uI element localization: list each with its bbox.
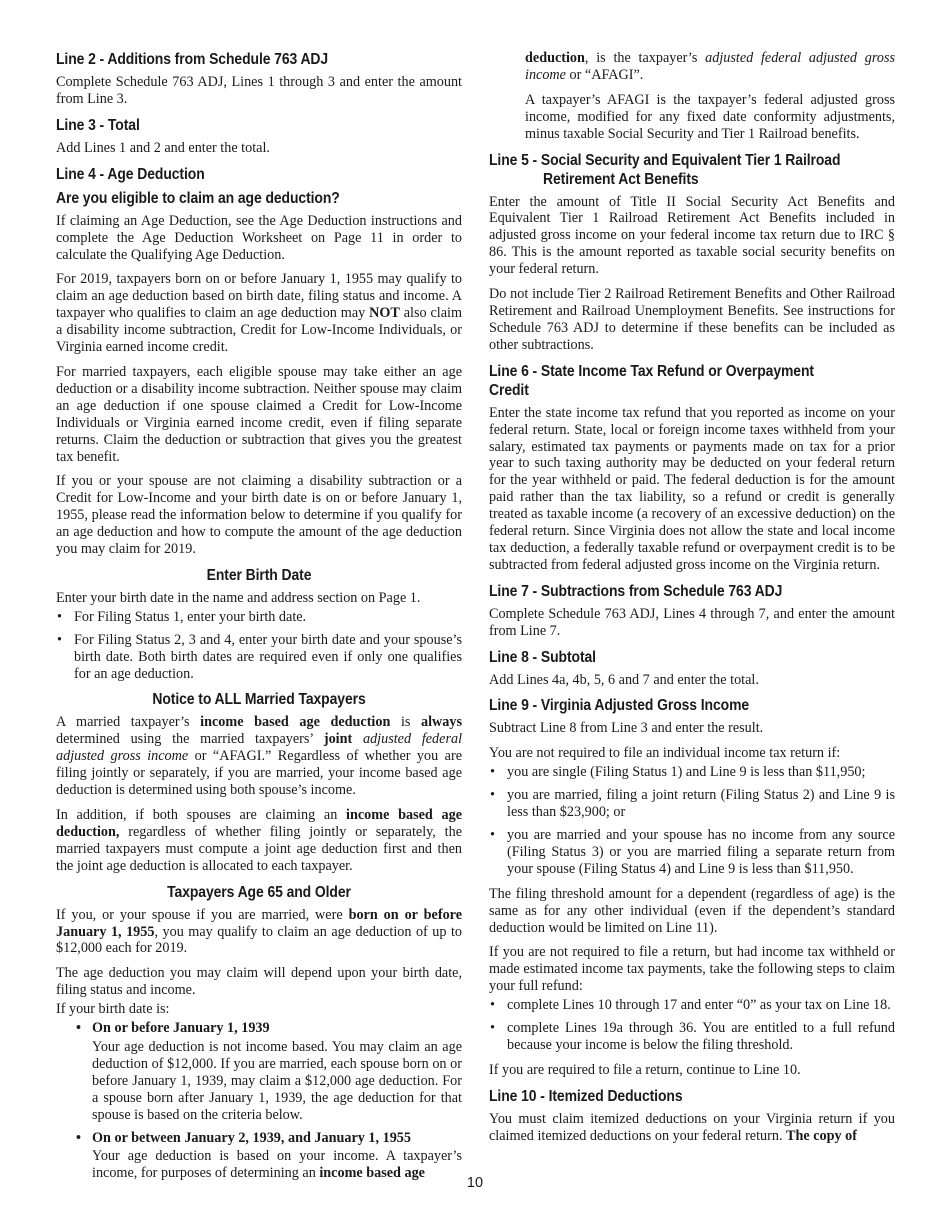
- line5-paragraph-1: Enter the amount of Title II Social Security Act Benefits and Equivalent Tier 1 Railroad Retirement Act Benefits included in adjusted gross income on your federal income tax return due to IRC § 86. This is the amount reported as taxable social security benefits on your federal return.: [489, 193, 895, 278]
- line9-paragraph-1: Subtract Line 8 from Line 3 and enter the result.: [489, 720, 764, 737]
- line10-heading: Line 10 - Itemized Deductions: [489, 1087, 683, 1105]
- age-eligibility-heading: Are you eligible to claim an age deduction?: [56, 189, 340, 207]
- list-item: • complete Lines 10 through 17 and enter “0” as your tax on Line 18.: [489, 997, 895, 1014]
- list-item: • On or between January 2, 1939, and January 1, 1955 Your age deduction is based on your income. A taxpayer’s income, for purposes of determining an income based age: [76, 1130, 462, 1183]
- line2-text: Complete Schedule 763 ADJ, Lines 1 through 3 and enter the amount from Line 3.: [56, 74, 462, 107]
- line5-heading: Line 5 - Social Security and Equivalent Tier 1 Railroad Retirement Act Benefits: [489, 151, 841, 188]
- birth-date-criteria-list: [56, 1020, 462, 1182]
- age-65-heading: Taxpayers Age 65 and Older: [167, 883, 351, 901]
- age-deduction-paragraph-4: If you or your spouse are not claiming a disability subtraction or a Credit for Low-Income and your birth date is on or before January 1, 1955, please read the information below to determine if you qualify for an age deduction and how to compute the amount of the age deduction you may claim for 2019.: [56, 473, 462, 558]
- filing-threshold-list: [489, 764, 895, 877]
- refund-steps-list: [489, 997, 895, 1054]
- enter-birth-date-heading: Enter Birth Date: [206, 566, 312, 584]
- line6-text: Enter the state income tax refund that you reported as income on your federal return. State, local or foreign income taxes withheld from your salary, estimated tax payments or payments made on tax for a prior year to such taxing authority may be deducted on your federal return for the year withheld or paid. The federal deduction is for the amount paid rather than the tax liability, so a refund or credit is generally treated as taxable income (a recovery of an excessive deduction) on the federal return. Since Virginia does not allow the state and local income tax deduction, a federally taxable refund or overpayment credit is to be subtracted from federal adjusted gross income on the Virginia return.: [489, 404, 895, 573]
- afagi-paragraph-2: A taxpayer’s AFAGI is the taxpayer’s federal adjusted gross income, modified for any fixed date conformity adjustments, minus taxable Social Security and Tier 1 Railroad benefits.: [525, 91, 895, 142]
- age-deduction-paragraph-3: For married taxpayers, each eligible spouse may take either an age deduction or a disability income subtraction. Neither spouse may claim an age deduction if one spouse claimed a Credit for Low-Income Individuals or Virginia earned income credit, even if filing separate returns. Claim the deduction or subtraction that gives you the greatest tax benefit.: [56, 363, 462, 465]
- line4-heading: Line 4 - Age Deduction: [56, 165, 205, 183]
- birth-date-list: [56, 609, 462, 683]
- line8-heading: Line 8 - Subtotal: [489, 648, 596, 666]
- married-notice-paragraph-2: In addition, if both spouses are claiming an income based age deduction, regardless of whether filing jointly or separately, the married taxpayers must compute a joint age deduction first and then the joint age deduction is allocated to each taxpayer.: [56, 807, 462, 874]
- line3-heading: Line 3 - Total: [56, 116, 140, 134]
- age-65-paragraph-2: The age deduction you may claim will depend upon your birth date, filing status and income.: [56, 965, 462, 999]
- continued-text-block: [489, 50, 895, 143]
- line9-paragraph-3: The filing threshold amount for a dependent (regardless of age) is the same as for any other individual (even if the dependent’s standard deduction would be limited on Line 11).: [489, 885, 895, 936]
- age-65-paragraph-3: If your birth date is:: [56, 1001, 170, 1018]
- list-item: • you are single (Filing Status 1) and Line 9 is less than $11,950;: [489, 764, 895, 781]
- age-deduction-paragraph-1: If claiming an Age Deduction, see the Age Deduction instructions and complete the Age Deduction Worksheet on Page 11 in order to calculate the Qualifying Age Deduction.: [56, 212, 462, 263]
- line2-heading: Line 2 - Additions from Schedule 763 ADJ: [56, 51, 329, 68]
- married-notice-heading: Notice to ALL Married Taxpayers: [152, 691, 366, 709]
- afagi-paragraph-1: deduction, is the taxpayer’s adjusted federal adjusted gross income or “AFAGI”.: [525, 50, 895, 83]
- list-item: • you are married and your spouse has no income from any source (Filing Status 3) or you are married filing a separate return from your spouse (Filing Status 4) and Line 9 is less than $11,950.: [489, 827, 895, 878]
- list-item: • On or before January 1, 1939 Your age deduction is not income based. You may claim an age deduction of $12,000. If you are married, each spouse born on or before January 1, 1939, may claim a $12,000 age deduction. For a spouse born after January 1, 1939, the age deduction for that spouse is based on the criteria below.: [76, 1020, 462, 1123]
- page-number: 10: [466, 1175, 484, 1191]
- married-notice-paragraph-1: A married taxpayer’s income based age deduction is always determined using the married taxpayers’ joint adjusted federal adjusted gross income or “AFAGI.” Regardless of whether you are filing jointly or separately, if you are married, your income based age deduction is determined using both spouse’s income.: [56, 714, 463, 799]
- line7-heading: Line 7 - Subtractions from Schedule 763 ADJ: [489, 582, 783, 600]
- list-item: • For Filing Status 2, 3 and 4, enter your birth date and your spouse’s birth date. Both birth dates are required even if only one qualifies for an age deduction.: [56, 632, 462, 683]
- line10-text: You must claim itemized deductions on your Virginia return if you claimed itemized deductions on your federal return. The copy of: [489, 1110, 895, 1144]
- list-item: • For Filing Status 1, enter your birth date.: [56, 609, 462, 626]
- line9-paragraph-2: You are not required to file an individual income tax return if:: [489, 745, 841, 762]
- line9-heading: Line 9 - Virginia Adjusted Gross Income: [489, 697, 750, 715]
- birth-date-text: Enter your birth date in the name and address section on Page 1.: [56, 589, 421, 606]
- line9-paragraph-4: If you are not required to file a return, but had income tax withheld or made estimated income tax payments, take the following steps to claim your full refund:: [489, 944, 895, 995]
- age-65-paragraph-1: If you, or your spouse if you are married, were born on or before January 1, 1955, you may qualify to claim an age deduction of up to $12,000 each for 2019.: [56, 906, 462, 957]
- right-column: [489, 50, 895, 1153]
- line8-text: Add Lines 4a, 4b, 5, 6 and 7 and enter the total.: [489, 671, 759, 688]
- line7-text: Complete Schedule 763 ADJ, Lines 4 through 7, and enter the amount from Line 7.: [489, 605, 895, 639]
- age-deduction-paragraph-2: For 2019, taxpayers born on or before January 1, 1955 may qualify to claim an age deduction based on birth date, filing status and income. A taxpayer who qualifies to claim an age deduction may NOT also claim a disability income subtraction, Credit for Low-Income Individuals, or Virginia earned income credit.: [56, 271, 462, 356]
- list-item: • you are married, filing a joint return (Filing Status 2) and Line 9 is less than $23,900; or: [489, 787, 895, 821]
- line5-paragraph-2: Do not include Tier 2 Railroad Retirement Benefits and Other Railroad Retirement and Railroad Unemployment Benefits. See instructions for Schedule 763 ADJ to determine if these benefits can be included as other subtractions.: [489, 286, 895, 353]
- left-column: [56, 50, 462, 1190]
- list-item: • complete Lines 19a through 36. You are entitled to a full refund because your income is below the filing threshold.: [489, 1020, 895, 1054]
- line9-paragraph-5: If you are required to file a return, continue to Line 10.: [489, 1061, 801, 1078]
- line3-text: Add Lines 1 and 2 and enter the total.: [56, 139, 270, 156]
- line6-heading: Line 6 - State Income Tax Refund or Overpayment Credit: [489, 362, 814, 399]
